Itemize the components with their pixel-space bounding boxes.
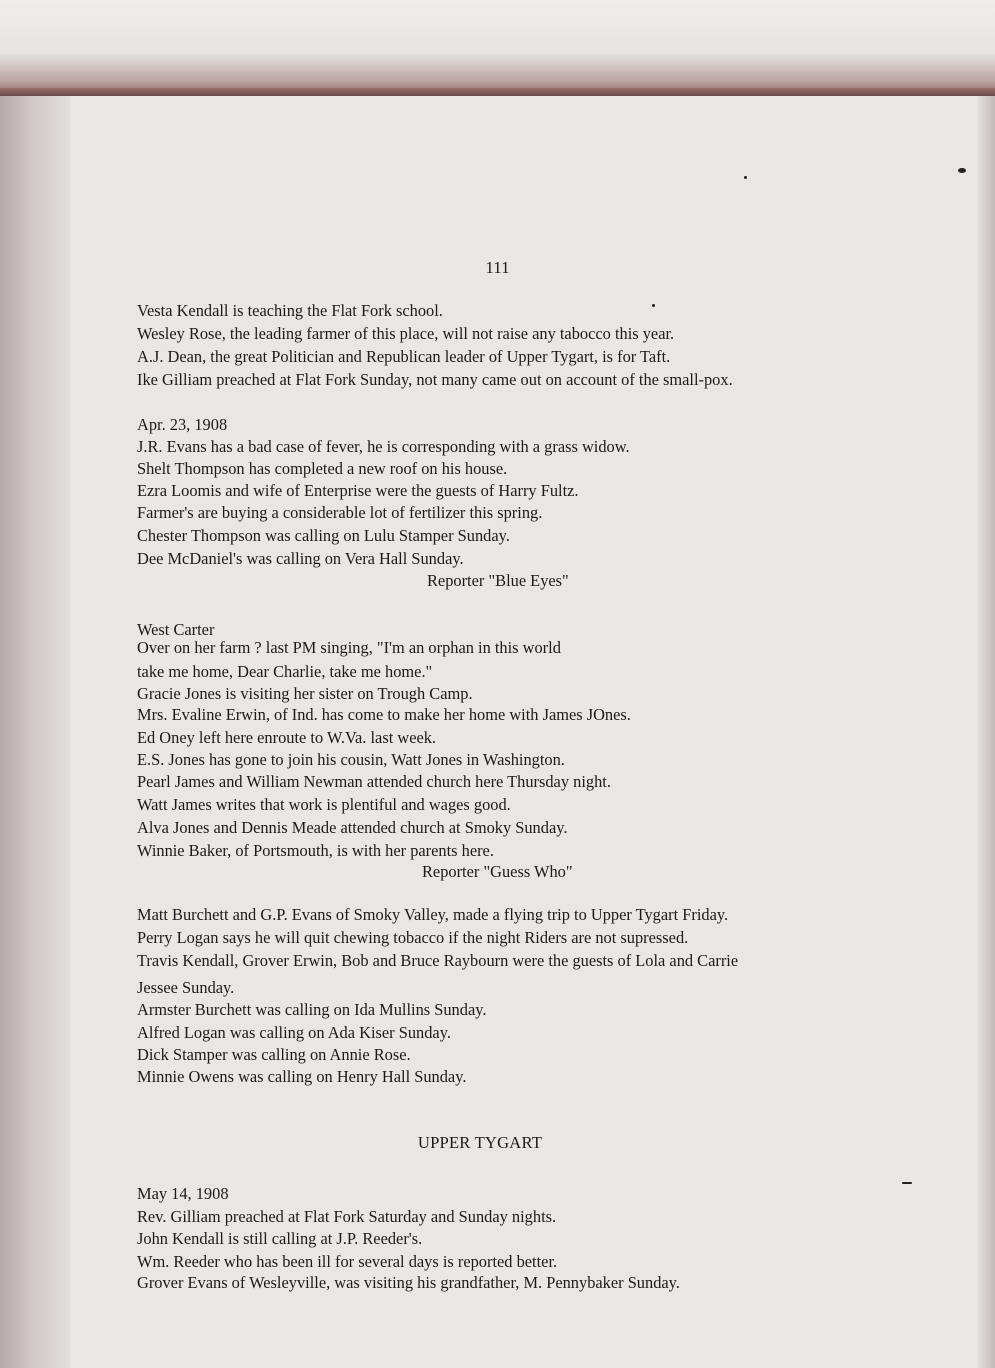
news-line: Farmer's are buying a considerable lot of fertilizer this spring. [137, 503, 543, 522]
scan-speck [652, 304, 655, 307]
news-line: Dick Stamper was calling on Annie Rose. [137, 1045, 411, 1064]
news-line: A.J. Dean, the great Politician and Republican leader of Upper Tygart, is for Taft. [137, 347, 671, 366]
news-line: Armster Burchett was calling on Ida Mullins Sunday. [137, 1000, 487, 1019]
news-line: Wm. Reeder who has been ill for several days is reported better. [137, 1252, 558, 1271]
news-line: Shelt Thompson has completed a new roof on his house. [137, 459, 508, 478]
news-line: Wesley Rose, the leading farmer of this place, will not raise any tabocco this year. [137, 324, 675, 343]
news-line: Travis Kendall, Grover Erwin, Bob and Bruce Raybourn were the guests of Lola and Carrie [137, 951, 739, 970]
news-line: Mrs. Evaline Erwin, of Ind. has come to make her home with James JOnes. [137, 705, 631, 724]
news-line: Ike Gilliam preached at Flat Fork Sunday, not many came out on account of the small-pox. [137, 370, 733, 389]
dateline: Apr. 23, 1908 [137, 415, 228, 434]
news-line: Grover Evans of Wesleyville, was visiting his grandfather, M. Pennybaker Sunday. [137, 1273, 680, 1292]
news-line: J.R. Evans has a bad case of fever, he is corresponding with a grass widow. [137, 437, 630, 456]
news-line: Ed Oney left here enroute to W.Va. last week. [137, 728, 437, 747]
news-line: take me home, Dear Charlie, take me home." [137, 662, 433, 681]
page-number: 111 [485, 258, 510, 277]
news-line: Vesta Kendall is teaching the Flat Fork school. [137, 301, 443, 320]
news-line: Chester Thompson was calling on Lulu Stamper Sunday. [137, 526, 510, 545]
news-line: Rev. Gilliam preached at Flat Fork Saturday and Sunday nights. [137, 1207, 557, 1226]
news-line: John Kendall is still calling at J.P. Reeder's. [137, 1229, 423, 1248]
news-line: Jessee Sunday. [137, 978, 235, 997]
scan-speck [744, 176, 747, 179]
reporter-signature: Reporter "Blue Eyes" [427, 571, 569, 590]
dateline: May 14, 1908 [137, 1184, 229, 1203]
scan-speck [902, 1182, 912, 1184]
news-line: Gracie Jones is visiting her sister on Trough Camp. [137, 684, 473, 703]
news-line: Watt James writes that work is plentiful and wages good. [137, 795, 511, 814]
news-line: Pearl James and William Newman attended church here Thursday night. [137, 772, 611, 791]
news-line: Over on her farm ? last PM singing, "I'm an orphan in this world [137, 638, 561, 657]
reporter-signature: Reporter "Guess Who" [422, 862, 573, 881]
news-line: Ezra Loomis and wife of Enterprise were the guests of Harry Fultz. [137, 481, 579, 500]
news-line: Alva Jones and Dennis Meade attended church at Smoky Sunday. [137, 818, 568, 837]
news-line: Alfred Logan was calling on Ada Kiser Sunday. [137, 1023, 451, 1042]
scan-top-edge [0, 0, 995, 96]
section-heading: UPPER TYGART [417, 1133, 543, 1152]
page-right-edge [977, 96, 995, 1368]
news-line: Matt Burchett and G.P. Evans of Smoky Valley, made a flying trip to Upper Tygart Friday. [137, 905, 729, 924]
news-line: E.S. Jones has gone to join his cousin, Watt Jones in Washington. [137, 750, 565, 769]
news-line: Minnie Owens was calling on Henry Hall Sunday. [137, 1067, 467, 1086]
scan-speck [958, 168, 966, 173]
place-heading: West Carter [137, 620, 215, 639]
news-line: Dee McDaniel's was calling on Vera Hall Sunday. [137, 549, 464, 568]
book-gutter-shadow [0, 96, 70, 1368]
news-line: Winnie Baker, of Portsmouth, is with her parents here. [137, 841, 494, 860]
news-line: Perry Logan says he will quit chewing tobacco if the night Riders are not supressed. [137, 928, 689, 947]
